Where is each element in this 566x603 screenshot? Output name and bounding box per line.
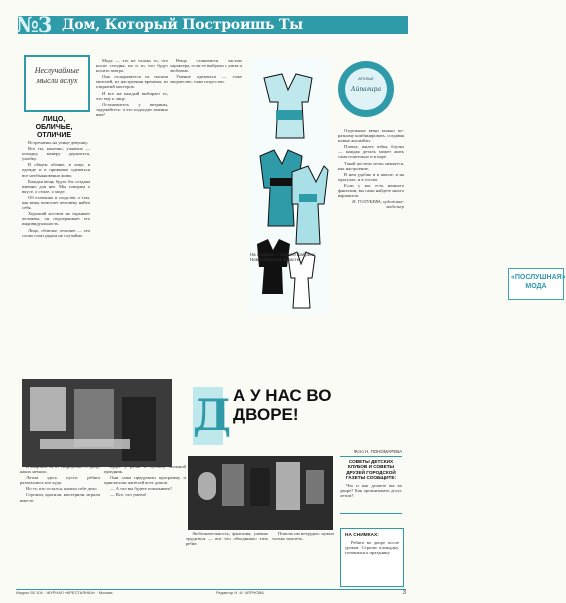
right-column-text <box>338 128 404 344</box>
fashion-title-box <box>508 268 564 300</box>
bottom-paragraph: — Все, что умеем! <box>110 492 147 498</box>
middle-paragraph: Она складывается из тысячи мелочей, из настроения времени, из открытий мастеров. <box>96 74 168 90</box>
bottom-center-paragraph: Любознательность, фантазия, умение трудиться — вот что объединило этих ребят. <box>186 531 268 547</box>
photo-notes-text <box>345 540 399 580</box>
right-paragraph: Если у вас есть немного фантазии, вы сами найдете много вариантов. <box>338 182 404 199</box>
middle-paragraph: Вещь становится частью характера, если ее выбрали с умом и любовью. <box>170 58 242 74</box>
left-paragraph: Об отличиях и сходстве, о том, как вещь помогает человеку найти себя. <box>22 194 90 211</box>
middle-paragraph: Остановитесь у витрины, задумайтесь: а что подходит именно вам? <box>96 101 168 117</box>
bottom-right-paragraph: Помочь им нетрудно: нужно только захотеть. <box>272 531 334 542</box>
photo-credit: Фото Н. ПОНОМАРЕВА <box>353 449 402 454</box>
advice-title: СОВЕТЫ ДЕТСКИХ КЛУБОВ И СОВЕТЫ ДРУЗЕЙ ГОРОДСКОЙ ГАЗЕТЫ СООБЩИТЕ: <box>345 459 397 481</box>
imprint-editor: Редактор Н. И. ЧЕРНОВА <box>216 590 264 595</box>
bottom-middle-text <box>104 464 186 581</box>
imprint-left: Индекс 50 104 · ЖУРНАЛ «КРЕСТЬЯНКА» · Москва <box>16 590 113 595</box>
page-number: 3 <box>402 590 406 596</box>
left-paragraph: Каждая вещь будто бы создана именно для нее. Мы говорим о вкусе, о стиле, о моде. <box>22 178 90 194</box>
imprint-line <box>16 589 406 600</box>
advice-text <box>340 483 402 511</box>
photo-detail <box>276 462 300 510</box>
bottom-paragraph: Летом здесь пусто: ребята разъехались кто куда. <box>20 475 100 486</box>
right-paragraph: Отдельные вещи можно по-разному комбинировать, создавая новые ансамбли. <box>338 128 404 144</box>
photo-detail <box>122 397 156 461</box>
fashion-title: «ПОСЛУШНАЯ» МОДА <box>511 274 566 290</box>
left-paragraph: Все ты, конечно, узнаешь — походку, манеру держаться, улыбку. <box>22 146 90 162</box>
photo-detail <box>250 468 270 506</box>
photo-detail <box>198 472 216 500</box>
bottom-paragraph: В квартале № 27 Лефортово — двор, каких немало. <box>20 464 100 475</box>
photo-detail <box>306 470 324 504</box>
left-paragraph: Хороший костюм не скрывает человека, он подчеркивает его индивидуальность. <box>22 211 90 227</box>
kids-photo <box>188 456 333 530</box>
advice-box <box>340 456 402 514</box>
bottom-center-text <box>186 531 268 581</box>
photo-detail <box>222 464 244 506</box>
left-paragraph: Лицо, обличье, отличие — эти слова стоят рядом не случайно. <box>22 227 90 238</box>
article-title: ЛИЦО, ОБЛИЧЬЕ, ОТЛИЧИЕ <box>35 116 73 139</box>
left-paragraph: В общем облике, в лице, в одежде и в привычке одеваться все необыкновенно живо. <box>22 162 90 178</box>
fashion-drawing <box>248 58 330 314</box>
photo-notes-title: НА СНИМКАХ: <box>345 533 379 538</box>
drop-initial: Д <box>193 387 223 445</box>
middle-paragraph: И все же каждый выбирает то, что ему к лицу. <box>96 90 168 101</box>
right-paragraph: Такой костюм легко меняется, как настроение. <box>338 160 404 171</box>
bottom-paragraph: Но те, кто остался, нашли себе дело. <box>26 486 98 492</box>
advice-paragraph: Что и как делаете вы во дворе? Как организовать досуг летом? <box>340 483 402 499</box>
bottom-paragraph: Они сами придумали программу и пригласили жителей всех домов. <box>104 475 186 486</box>
issue-number: №3 <box>16 12 52 37</box>
left-paragraph: Встречаешь на улице девушку. <box>28 140 89 145</box>
signature: Н. ГОЛУБЕВА, художник-модельер <box>352 199 404 210</box>
photo-notes-box <box>340 528 404 587</box>
middle-article-text-b <box>170 58 242 350</box>
right-paragraph: Платье, жилет, юбка, блузка — каждая деталь может жить самостоятельно и в паре. <box>338 144 404 160</box>
atelier-label: АТЕЛЬЕ <box>358 76 374 81</box>
bottom-right-text <box>272 531 334 581</box>
middle-paragraph: Мода — это не только то, что носят сегодня, но и то, что будут носить завтра. <box>96 58 168 74</box>
bottom-paragraph: Будет у ребят в субботу большой праздник. <box>104 464 186 475</box>
photo-notes-paragraph: Ребята во дворе после уроков. Строим площадку, готовимся к празднику. <box>345 540 399 556</box>
left-article-text <box>22 140 90 350</box>
photo-detail <box>30 387 66 431</box>
middle-article-text-a <box>96 58 168 350</box>
rubric-title: Неслучайные мысли вслух <box>34 66 80 85</box>
fashion-caption: На снимках — модели фабрики Новосибирской области <box>250 252 315 262</box>
middle-paragraph: Умение одеваться — тоже творчество, тоже искусство. <box>170 74 242 85</box>
bottom-paragraph: — А что вы будете показывать? <box>110 486 173 492</box>
bottom-paragraph: Строили, красили, мастерили, играли вместе. <box>20 492 100 503</box>
bottom-left-text <box>20 464 100 581</box>
workshop-photo <box>22 379 172 467</box>
photo-detail <box>40 439 130 449</box>
atelier-script: Айпагира <box>350 86 382 93</box>
atelier-badge-inner <box>345 68 387 110</box>
rubric-box <box>24 55 90 112</box>
bottom-headline: А У НАС ВО ДВОРЕ! <box>233 386 332 424</box>
atelier-badge <box>338 61 394 117</box>
right-paragraph: В нем удобно и в школе, и на прогулке, и в гостях. <box>338 171 404 182</box>
page-header <box>16 12 408 37</box>
page-title: Дом, Который Построишь Ты <box>62 17 304 33</box>
